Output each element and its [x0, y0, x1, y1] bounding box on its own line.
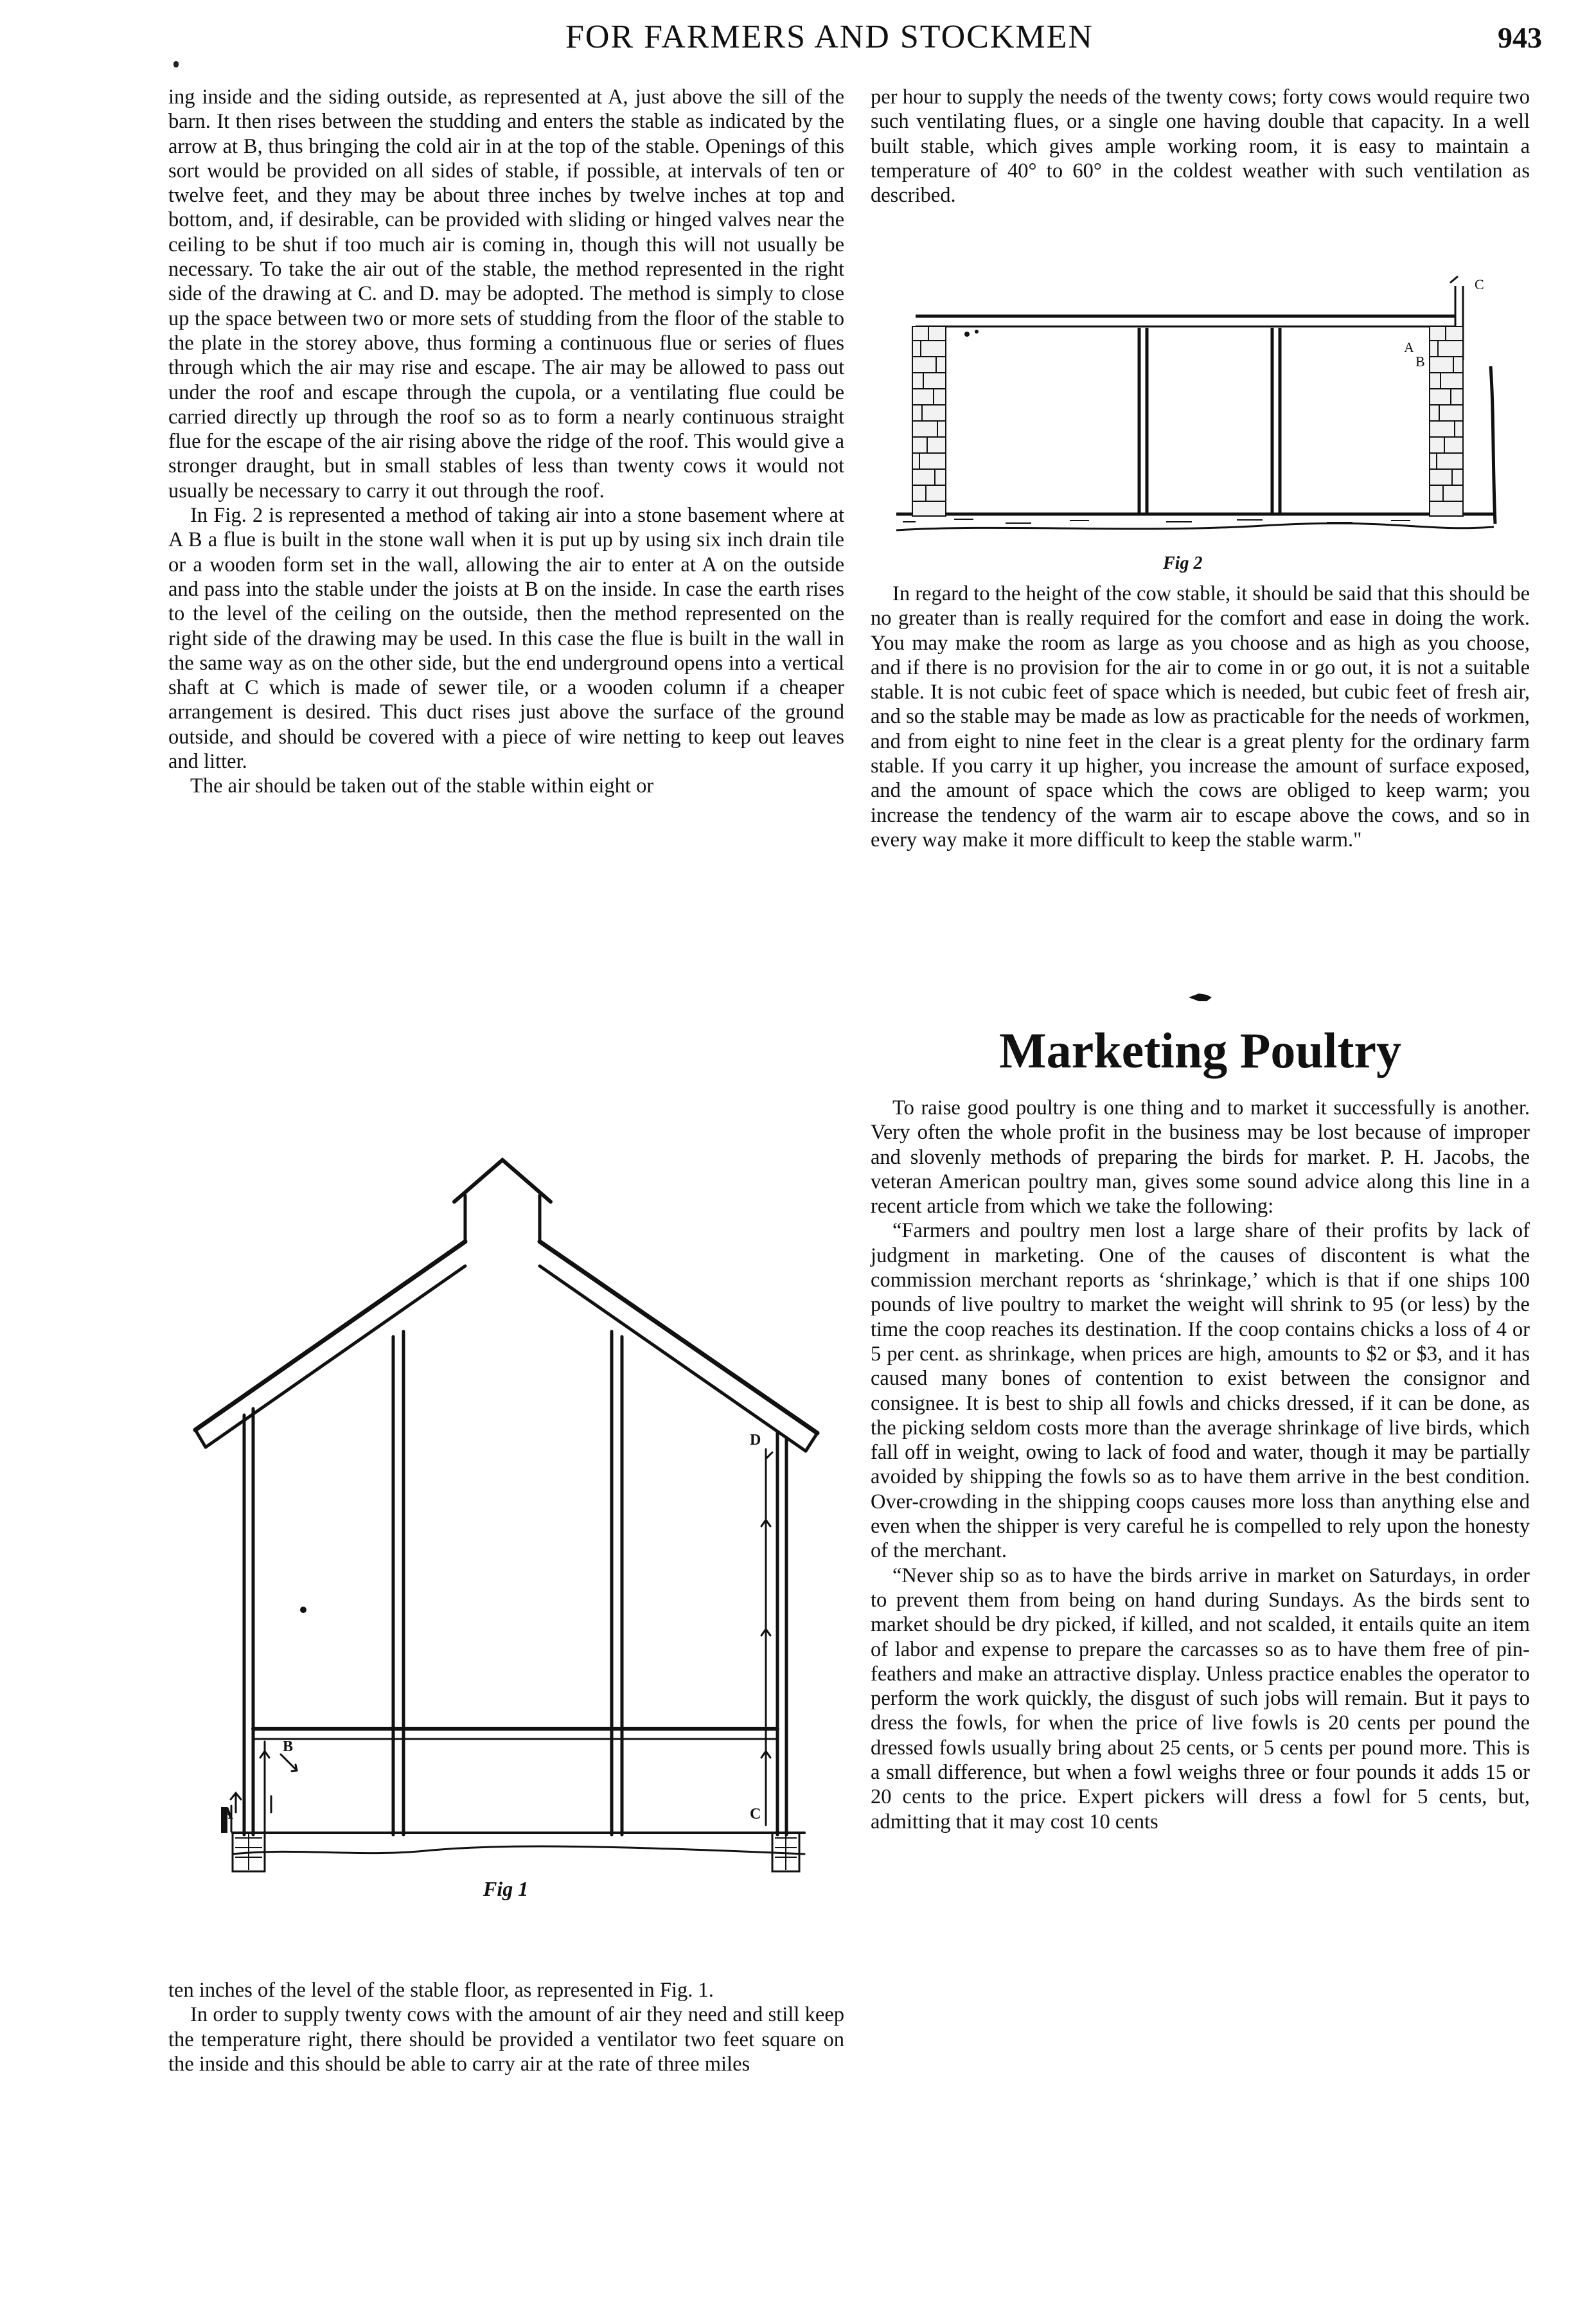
right-column-top-text	[871, 85, 1530, 208]
paragraph-poultry-shrinkage: “Farmers and poultry men lost a large share of their profits by lack of judgment in marketing. One of the causes of discontent is what the commission merchant reports as ‘shrinkage,’ which is that if one ships 100 pounds of live poultry to market the weight will shrink to 95 (or less) by the time the coop reaches its destination. If the coop contains chicks a loss of 4 or 5 per cent. as shrinkage, when prices are high, amounts to $2 or $3, and it has caused many bones of contention to exist between the consignor and consignee. It is best to ship all fowls and chicks dressed, if it can be done, as the picking seldom costs more than the average shrinkage of live birds, which fall off in weight, owing to lack of food and water, though it may be partially avoided by shipping the fowls so as to have them arrive in the best condition. Over-crowding in the shipping coops causes more loss than anything else and even when the shipper is very careful he is compelled to rely upon the honesty of the merchant.	[871, 1219, 1530, 1563]
running-title: FOR FARMERS AND STOCKMEN	[565, 19, 1094, 55]
figure-2-basement-section	[877, 270, 1520, 578]
hand-ornament-icon	[1187, 990, 1213, 1005]
paragraph-ventilator-size: In order to supply twenty cows with the amount of air they need and still keep the temperature right, there should be provided a ventilator two feet square on the inside and this should be able to carry air at the rate of three miles	[168, 2003, 844, 2076]
paragraph-stable-height: In regard to the height of the cow stable, it should be said that this should be no greater than is really required for the comfort and ease in doing the work. You may make the room as large as you choose and as high as you choose, and if there is no provision for the air to come in or go out, it is not a suitable stable. It is not cubic feet of space which is needed, but cubic feet of fresh air, and so the stable may be made as low as practicable for the needs of workmen, and from eight to nine feet in the clear is a great plenty for the ordinary farm stable. If you carry it up higher, you increase the amount of surface exposed, and the amount of space which the cows are obliged to keep warm; you increase the tendency of the warm air to escape above the cows, and so in every way make it more difficult to keep the stable warm."	[871, 582, 1530, 851]
fig2-label-c: C	[1475, 276, 1484, 292]
paragraph-fig2-description: In Fig. 2 is represented a method of taking air into a stone basement where at A B a flue is built in the stone wall when it is put up by using six inch drain tile or a wooden form set in the wall, allowing the air to enter at A on the outside and pass into the stable under the joists at B on the inside. In case the earth rises to the level of the ceiling on the outside, then the method represented on the right side of the drawing may be used. In this case the flue is built in the wall in the same way as on the other side, but the end underground opens into a vertical shaft at C which is made of sewer tile, or a wooden column if a cheaper arrangement is desired. This duct rises just above the surface of the ground outside, and should be covered with a piece of wire netting to keep out leaves and litter.	[168, 504, 844, 774]
paragraph-ventilation-capacity: per hour to supply the needs of the twenty cows; forty cows would require two such ventilating flues, or a single one having double that capacity. In a well built stable, which gives ample working room, it is easy to maintain a temperature of 40° to 60° in the coldest weather with such ventilation as described.	[871, 85, 1530, 208]
fig1-label-c: C	[750, 1806, 761, 1823]
fig1-label-a: A	[221, 1804, 233, 1823]
section-title: Marketing Poultry	[998, 1022, 1402, 1078]
fig2-label-b: B	[1415, 353, 1425, 370]
paragraph-poultry-dressing: “Never ship so as to have the birds arrive in market on Saturdays, in order to prevent them from being on hand during Sundays. As the birds sent to market should be dry picked, if killed, and not scalded, it entails quite an item of labor and expense to prepare the carcasses so as to have them free of pin-feathers and make an attractive display. Unless practice enables the operator to perform the work quickly, the disgust of such jobs will remain. But it pays to dress the fowls, for when the price of live fowls is 20 cents per pound the dressed fowls usually bring about 25 cents, or 5 cents per pound more. This is a small difference, but when a fowl weighs three or four pounds it adds 15 or 20 cents to the price. Expert pickers will dress a fowl for 5 cents, but, admitting that it may cost 10 cents	[871, 1564, 1530, 1833]
paragraph-fig1-reference: ten inches of the level of the stable floor, as represented in Fig. 1.	[168, 1979, 714, 2002]
fig1-label-b: B	[283, 1738, 294, 1755]
left-column-text	[168, 85, 844, 799]
poultry-article-text	[871, 1096, 1530, 1834]
page-number: 943	[1498, 21, 1542, 54]
paragraph-poultry-intro: To raise good poultry is one thing and to market it successfully is another. Very often the whole profit in the business may be lost because of improper and slovenly methods of preparing the birds for market. P. H. Jacobs, the veteran American poultry man, gives some sound advice along this line in a recent article from which we take the following:	[871, 1096, 1530, 1218]
fig2-caption: Fig 2	[1163, 553, 1203, 573]
left-column-bottom-text	[168, 1978, 844, 2076]
page-header	[0, 18, 1596, 63]
paragraph-air-removal: The air should be taken out of the stable within eight or	[190, 774, 654, 798]
paragraph-flue-description: ing inside and the siding outside, as represented at A, just above the sill of the barn. It then rises between the studding and enters the stable as indicated by the arrow at B, thus bringing the cold air in at the top of the stable. Openings of this sort would be provided on all sides of stable, if possible, at intervals of ten or twelve feet, and they may be about three inches by twelve inches at top and bottom, and, if desirable, can be provided with sliding or hinged valves near the ceiling to be shut if too much air is coming in, though this will not usually be necessary. To take the air out of the stable, the method represented in the right side of the drawing at C. and D. may be adopted. The method is simply to close up the space between two or more sets of studding from the floor of the stable to the plate in the storey above, thus forming a continuous flue or series of flues through which the air may rise and escape. The air may be allowed to pass out under the roof and escape through the cupola, or a ventilating flue could be carried directly up through the roof so as to form a nearly continuous straight flue for the escape of the air rising above the ridge of the roof. This would give a stronger draught, but in small stables of less than twenty cows it would not usually be necessary to carry it out through the roof.	[168, 85, 844, 503]
fig1-label-d: D	[750, 1432, 761, 1449]
fig2-label-a: A	[1404, 339, 1414, 355]
fig1-caption: Fig 1	[483, 1877, 529, 1900]
print-speck	[173, 61, 179, 67]
figure-1-stable-section	[168, 1150, 844, 1973]
right-column-middle-text	[871, 582, 1530, 852]
